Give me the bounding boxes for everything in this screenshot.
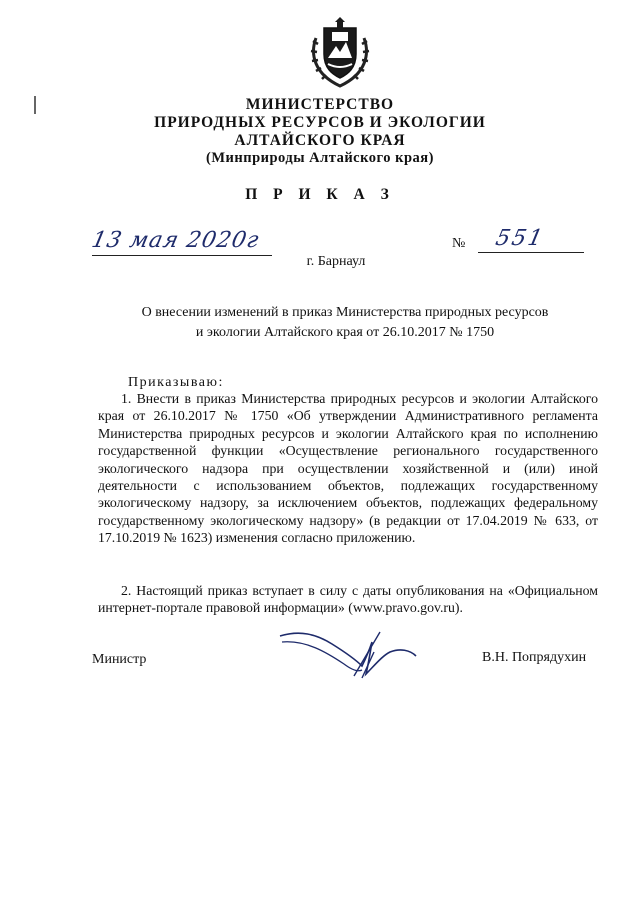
ministry-title-line3: АЛТАЙСКОГО КРАЯ: [234, 132, 406, 149]
order-date: 13 мая 2020г: [89, 228, 262, 253]
ministry-title-line1: МИНИСТЕРСТВО: [245, 96, 395, 113]
ministry-title-line2: ПРИРОДНЫХ РЕСУРСОВ И ЭКОЛОГИИ: [154, 114, 486, 131]
order-subject: [120, 303, 570, 343]
order-verb: Приказываю:: [128, 375, 224, 390]
coat-of-arms-icon: [306, 14, 374, 90]
signer-name: В.Н. Попрядухин: [482, 650, 587, 665]
order-number: 551: [493, 226, 547, 251]
ministry-short-name: (Минприроды Алтайского края): [206, 150, 434, 166]
paragraph-1: 1. Внести в приказ Министерства природных ресурсов и экологии Алтайского края от 26.10.2017 № 1750 «Об утверждении Административного регламента Министерства природных ресурсов и экологии Алтайского края по исполнению государственной функции «Осуществление регионального государственного экологического надзора при осуществлении хозяйственной и (или) иной деятельности с использованием объектов, подлежащих государственному экологическому надзору, за исключением объектов, подлежащих федеральному государственному экологическому надзору» (в редакции от 17.04.2019 № 633, от 17.10.2019 № 1623) изменения согласно приложению.: [98, 391, 598, 546]
subject-line: О внесении изменений в приказ Министерства природных ресурсов: [141, 305, 549, 320]
order-title: П Р И К А З: [245, 186, 395, 203]
subject-line: и экологии Алтайского края от 26.10.2017 № 1750: [195, 325, 495, 340]
handwritten-signature-icon: [270, 622, 420, 684]
number-underline: [478, 252, 584, 253]
city: г. Барнаул: [306, 254, 366, 269]
signer-title: Министр: [92, 652, 147, 667]
order-number-label: №: [452, 236, 466, 251]
paragraph-2: 2. Настоящий приказ вступает в силу с даты опубликования на «Официальном интернет-портале правовой информации» (www.pravo.gov.ru).: [98, 583, 598, 616]
